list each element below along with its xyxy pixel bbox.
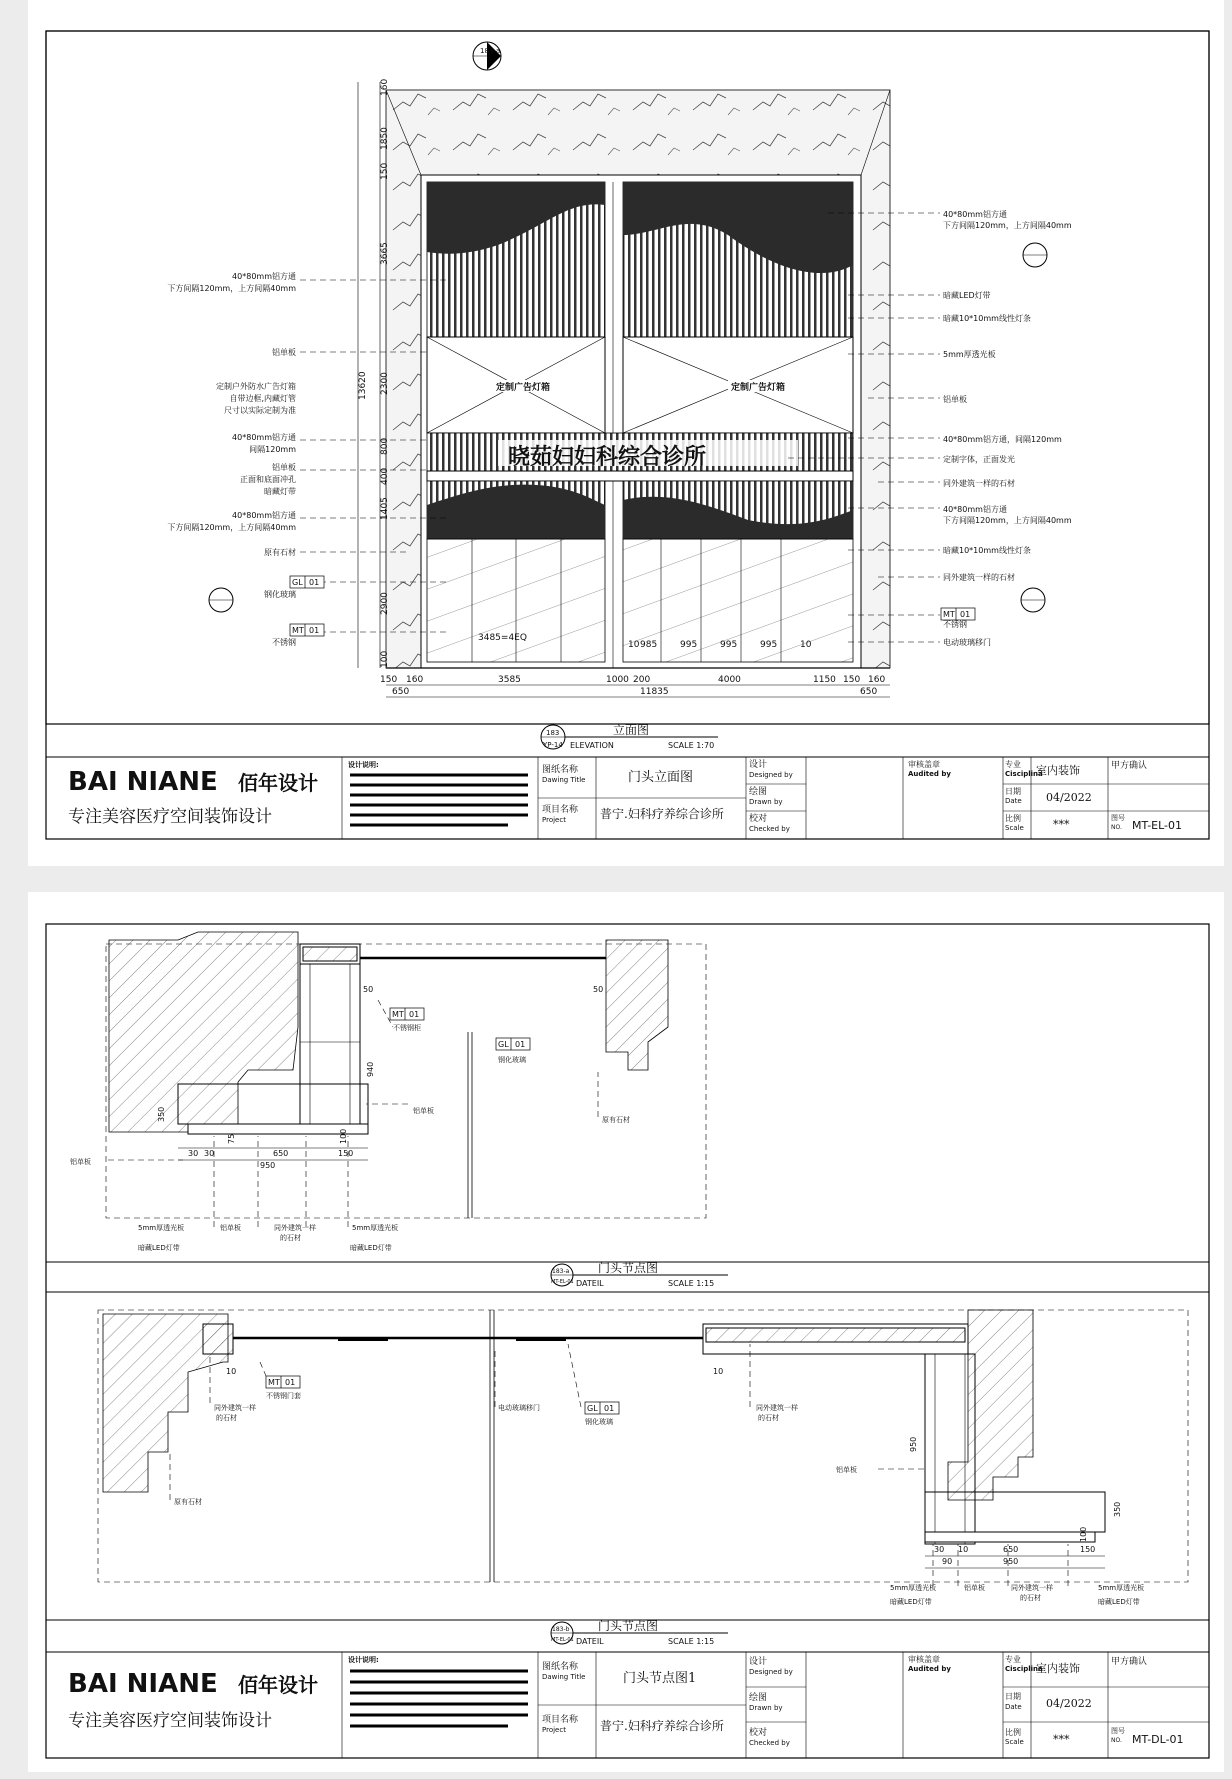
det-b-dim-10: 950 (1003, 1557, 1019, 1566)
glass-door-right (623, 539, 853, 662)
no-label-en: NO. (1111, 824, 1122, 831)
door-dim-r1: 985 (640, 640, 658, 650)
det-b-dim-2: 950 (909, 1436, 918, 1452)
section-marker-top (473, 42, 501, 70)
scale-label-en: Scale (1005, 824, 1024, 832)
det-b-cap-sub: MT-EL-01 (551, 1637, 574, 1643)
det-b-note-7: 原有石材 (174, 1498, 202, 1506)
no-label-en-2: NO. (1111, 1737, 1122, 1744)
hdim-6: 1150 (813, 675, 836, 685)
caption-scale: SCALE 1:70 (668, 741, 715, 750)
det-b-cap-num: 183-b (552, 1626, 570, 1633)
det-b-cap-scale: SCALE 1:15 (668, 1637, 715, 1646)
right-note-13: 不锈钢 (943, 620, 967, 629)
det-b-note-5: 同外建筑一样 (756, 1404, 798, 1412)
det-a-tag-mt-code: MT (392, 1010, 404, 1019)
right-note-5: 铝单板 (943, 395, 967, 404)
left-annotations (167, 271, 296, 647)
left-note-0: 40*80mm铝方通 (232, 272, 296, 281)
hdim-7: 150 (843, 675, 861, 685)
discipline-label: 专业 (1005, 760, 1021, 769)
det-b-note-10: 暗藏LED灯带 (890, 1598, 932, 1606)
right-note-10: 下方间隔120mm，上方间隔40mm (943, 516, 1072, 525)
detail-a-caption (46, 1260, 1209, 1292)
section-marker-right-upper (1023, 243, 1047, 267)
hdim-10: 11835 (640, 687, 669, 697)
designed-label-2: 设计 (749, 1657, 768, 1667)
detail-sheet (28, 892, 1224, 1772)
door-dim-r0: 10 (628, 640, 640, 650)
sign-text: 晓茹妇妇科综合诊所 (508, 445, 707, 470)
caption-num: 183 (546, 729, 560, 737)
det-a-tag-mt (390, 1008, 424, 1020)
left-note-7: 间隔120mm (249, 445, 296, 454)
det-b-dim-4: 100 (1079, 1526, 1088, 1542)
discipline-label-2: 专业 (1005, 1655, 1021, 1664)
det-b-dim-7: 90 (942, 1557, 953, 1566)
vdim-6: 400 (380, 467, 390, 485)
discipline-2: 室内装饰 (1036, 1662, 1080, 1675)
checked-label-2: 校对 (749, 1728, 768, 1738)
designed-label-en-2: Designed by (749, 1668, 793, 1676)
det-b-note-14: 5mm厚透光板 (1098, 1584, 1145, 1592)
det-b-note-1: 同外建筑一样 (214, 1404, 256, 1412)
tag-mt-right-num: 01 (960, 610, 971, 619)
date-label: 日期 (1005, 787, 1021, 796)
designed-label-en: Designed by (749, 771, 793, 779)
logo-cn-2: 佰年设计 (238, 1673, 318, 1697)
project-label-2: 项目名称 (542, 1715, 579, 1725)
drawing-title-label-en: Dawing Title (542, 776, 586, 784)
left-note-2: 铝单板 (272, 348, 296, 357)
audit-label: 审核盖章 (908, 760, 940, 769)
hdim-3: 1000 (606, 675, 629, 685)
right-note-1: 下方间隔120mm，上方间隔40mm (943, 221, 1072, 230)
no-label: 图号 (1111, 814, 1125, 822)
det-a-note-2: 铝单板 (413, 1107, 434, 1115)
vdim-2: 150 (380, 162, 390, 180)
det-a-note-1: 钢化玻璃 (498, 1056, 526, 1064)
tag-mt-right (941, 608, 975, 620)
right-note-3: 暗藏10*10mm线性灯条 (943, 314, 1031, 323)
section-marker-left (209, 588, 233, 612)
det-a-tag-gl-code: GL (498, 1040, 509, 1049)
left-note-13: 原有石材 (264, 548, 296, 557)
left-note-15: 不锈钢 (272, 638, 296, 647)
det-b-note-6: 的石材 (758, 1414, 779, 1422)
det-b-note-0: 不锈钢门套 (266, 1392, 301, 1400)
det-a-note-3: 铝单板 (70, 1158, 91, 1166)
det-b-tag-gl-num: 01 (604, 1404, 615, 1413)
vdim-8: 2900 (380, 592, 390, 615)
det-a-tag-gl-num: 01 (515, 1040, 526, 1049)
det-a-note-11: 暗藏LED灯带 (350, 1244, 392, 1252)
discipline-label-en-2: Cisciplina (1005, 1665, 1043, 1673)
det-a-dim-3: 350 (157, 1106, 166, 1122)
det-a-dim-9: 150 (338, 1149, 354, 1158)
det-a-dim-1: 50 (593, 985, 604, 994)
right-note-6: 40*80mm铝方通，间隔120mm (943, 435, 1062, 444)
det-b-cap-title: 门头节点图 (598, 1619, 659, 1633)
vdim-10: 13620 (358, 371, 368, 400)
det-a-dim-5: 100 (339, 1128, 348, 1144)
vertical-dimensions (358, 79, 390, 668)
det-a-note-10: 5mm厚透光板 (352, 1224, 399, 1232)
lightbox-left (427, 337, 605, 433)
det-b-dim-5: 10 (958, 1545, 969, 1554)
detail-b-caption (46, 1618, 1209, 1646)
left-note-1: 下方间隔120mm，上方间隔40mm (167, 284, 296, 293)
designed-label: 设计 (749, 760, 768, 770)
det-a-dim-8: 650 (273, 1149, 289, 1158)
checked-label-en-2: Checked by (749, 1739, 790, 1747)
right-note-9: 40*80mm铝方通 (943, 505, 1007, 514)
det-a-cap-sub: MT-EL-01 (551, 1279, 574, 1285)
section-marker-right (1021, 588, 1045, 612)
left-note-14: 钢化玻璃 (264, 590, 296, 599)
left-note-4: 自带边框,内藏灯管 (229, 394, 296, 403)
scale-2: *** (1053, 1733, 1070, 1746)
horizontal-dimensions (380, 675, 890, 697)
vdim-5: 800 (380, 437, 390, 455)
det-a-cap-scale: SCALE 1:15 (668, 1279, 715, 1288)
det-b-dim-1: 10 (713, 1367, 724, 1376)
logo: BAI NIANE (68, 767, 218, 797)
hdim-1: 160 (406, 675, 424, 685)
hdim-0: 150 (380, 675, 398, 685)
det-a-note-9: 的石材 (280, 1234, 301, 1242)
det-a-cap-title: 门头节点图 (598, 1261, 659, 1275)
vdim-3: 3665 (380, 242, 390, 265)
project-name-2: 普宁.妇科疗养综合诊所 (600, 1719, 724, 1733)
det-b-note-2: 的石材 (216, 1414, 237, 1422)
det-b-note-4: 钢化玻璃 (585, 1418, 613, 1426)
det-b-tag-mt-code: MT (268, 1378, 280, 1387)
left-note-3: 定制户外防水广告灯箱 (216, 382, 296, 391)
vdim-1: 1850 (380, 127, 390, 150)
det-b-tag-gl (585, 1402, 619, 1414)
det-b-dim-3: 350 (1113, 1501, 1122, 1517)
det-a-note-5: 5mm厚透光板 (138, 1224, 185, 1232)
logo-2: BAI NIANE (68, 1669, 218, 1699)
right-note-11: 暗藏10*10mm线性灯条 (943, 546, 1031, 555)
discipline: 室内装饰 (1036, 764, 1080, 777)
det-b-tag-mt (266, 1376, 300, 1388)
det-b-note-11: 铝单板 (964, 1584, 985, 1592)
project-label-en: Project (542, 816, 566, 824)
audit-label-en-2: Audited by (908, 1665, 951, 1673)
det-a-dim-2: 940 (366, 1061, 375, 1077)
tag-gl-left (290, 576, 324, 588)
detail-drawing (28, 892, 1224, 1772)
drawn-label-en: Drawn by (749, 798, 783, 806)
lightbox-label-left: 定制广告灯箱 (496, 383, 551, 393)
slogan: 专注美容医疗空间装饰设计 (68, 807, 272, 827)
tag-mt-code: MT (292, 626, 304, 635)
audit-label-2: 审核盖章 (908, 1655, 940, 1664)
left-note-8: 铝单板 (272, 463, 296, 472)
checked-label: 校对 (749, 814, 768, 824)
left-note-10: 暗藏灯带 (264, 487, 296, 496)
tag-mt-num: 01 (309, 626, 320, 635)
det-b-note-8: 铝单板 (836, 1466, 857, 1474)
notes-title: 设计说明: (348, 761, 379, 769)
door-dim-r4: 995 (760, 640, 778, 650)
left-note-12: 下方间隔120mm，上方间隔40mm (167, 523, 296, 532)
project-label-en-2: Project (542, 1726, 566, 1734)
lightbox-right (623, 337, 853, 433)
vdim-7: 1405 (380, 497, 390, 520)
drawing-title-2: 门头节点图1 (623, 1671, 697, 1686)
elevation-caption (541, 723, 718, 750)
left-note-5: 尺寸以实际定制为准 (224, 406, 296, 415)
hdim-8: 160 (868, 675, 886, 685)
detail-a (70, 932, 706, 1252)
project-label: 项目名称 (542, 805, 579, 815)
det-a-dim-0: 50 (363, 985, 374, 994)
right-note-14: 电动玻璃移门 (943, 638, 991, 647)
left-note-9: 正面和底面冲孔 (240, 475, 296, 484)
det-a-dim-7: 30 (204, 1149, 215, 1158)
elevation-drawing (28, 0, 1224, 866)
right-note-4: 5mm厚透光板 (943, 350, 996, 359)
det-a-tag-mt-num: 01 (409, 1010, 420, 1019)
det-b-dim-0: 10 (226, 1367, 237, 1376)
detail-b (98, 1310, 1188, 1606)
notes-title-2: 设计说明: (348, 1656, 379, 1664)
drawing-title-label-2: 图纸名称 (542, 1662, 579, 1672)
det-b-dim-8: 650 (1003, 1545, 1019, 1554)
det-b-dim-6: 30 (934, 1545, 945, 1554)
drawing-no-2: MT-DL-01 (1132, 1733, 1184, 1746)
hdim-9: 650 (392, 687, 410, 697)
det-b-tag-gl-code: GL (587, 1404, 598, 1413)
vdim-9: 100 (380, 650, 390, 668)
tag-mt-right-code: MT (943, 610, 955, 619)
tag-gl-code: GL (292, 578, 303, 587)
scale-label: 比例 (1005, 814, 1021, 823)
left-note-6: 40*80mm铝方通 (232, 433, 296, 442)
drawing-title-label-en-2: Dawing Title (542, 1673, 586, 1681)
scale-label-2: 比例 (1005, 1728, 1021, 1737)
det-a-cap-kind: DATEIL (576, 1279, 604, 1288)
title-block (46, 757, 1209, 839)
right-note-2: 暗藏LED灯带 (943, 291, 991, 300)
det-b-note-9: 5mm厚透光板 (890, 1584, 937, 1592)
door-dim-r3: 995 (720, 640, 738, 650)
vdim-4: 2300 (380, 372, 390, 395)
drawn-label-2: 绘图 (749, 1693, 768, 1703)
checked-label-en: Checked by (749, 825, 790, 833)
det-a-dim-10: 950 (260, 1161, 276, 1170)
det-b-note-3: 电动玻璃移门 (498, 1404, 540, 1412)
det-a-cap-num: 183-a (552, 1268, 570, 1275)
audit-label-en: Audited by (908, 770, 951, 778)
no-label-2: 图号 (1111, 1727, 1125, 1735)
right-note-12: 同外建筑一样的石材 (943, 573, 1015, 582)
drawing-title: 门头立面图 (628, 770, 694, 785)
tag-mt-left (290, 624, 324, 636)
det-a-note-4: 原有石材 (602, 1116, 630, 1124)
marker-top-num: 183-a (480, 47, 501, 55)
det-b-tag-mt-num: 01 (285, 1378, 296, 1387)
det-a-note-7: 铝单板 (220, 1224, 241, 1232)
det-a-dim-4: 75 (227, 1133, 236, 1144)
caption-sub: YP-14 (543, 741, 563, 749)
det-a-tag-gl (496, 1038, 530, 1050)
date: 04/2022 (1046, 791, 1092, 804)
left-note-11: 40*80mm铝方通 (232, 511, 296, 520)
right-note-0: 40*80mm铝方通 (943, 210, 1007, 219)
door-dims-left: 3485=4EQ (478, 633, 527, 643)
caption-title: 立面图 (613, 723, 650, 737)
logo-cn: 佰年设计 (238, 771, 318, 795)
confirm-label: 甲方确认 (1111, 761, 1148, 771)
confirm-label-2: 甲方确认 (1111, 1657, 1148, 1667)
scale: *** (1053, 818, 1070, 831)
caption-kind: ELEVATION (570, 741, 614, 750)
title-block-2 (46, 1652, 1209, 1758)
right-annotations (943, 209, 1072, 647)
date-2: 04/2022 (1046, 1697, 1092, 1710)
drawing-title-label: 图纸名称 (542, 765, 579, 775)
det-b-cap-kind: DATEIL (576, 1637, 604, 1646)
lightbox-label-right: 定制广告灯箱 (731, 383, 786, 393)
drawing-no: MT-EL-01 (1132, 819, 1183, 832)
det-b-note-13: 的石材 (1020, 1594, 1041, 1602)
vdim-0: 160 (380, 78, 390, 96)
elevation-sheet (28, 0, 1224, 866)
discipline-label-en: Cisciplina (1005, 770, 1043, 778)
date-label-2: 日期 (1005, 1692, 1021, 1701)
drawn-label: 绘图 (749, 787, 768, 797)
scale-label-en-2: Scale (1005, 1738, 1024, 1746)
right-note-8: 同外建筑一样的石材 (943, 479, 1015, 488)
det-a-dim-6: 30 (188, 1149, 199, 1158)
right-note-7: 定制字体，正面发光 (943, 455, 1015, 464)
det-b-note-12: 同外建筑一样 (1011, 1584, 1053, 1592)
hdim-2: 3585 (498, 675, 521, 685)
door-dim-r2: 995 (680, 640, 698, 650)
hdim-4: 200 (633, 675, 651, 685)
det-a-note-0: 不锈钢柜 (393, 1024, 421, 1032)
date-label-en: Date (1005, 797, 1022, 805)
hdim-5: 4000 (718, 675, 741, 685)
project-name: 普宁.妇科疗养综合诊所 (600, 807, 724, 821)
date-label-en-2: Date (1005, 1703, 1022, 1711)
drawn-label-en-2: Drawn by (749, 1704, 783, 1712)
det-a-note-6: 暗藏LED灯带 (138, 1244, 180, 1252)
det-a-note-8: 同外建筑一样 (274, 1224, 316, 1232)
det-b-note-15: 暗藏LED灯带 (1098, 1598, 1140, 1606)
det-b-dim-9: 150 (1080, 1545, 1096, 1554)
door-dim-r5: 10 (800, 640, 812, 650)
hdim-11: 650 (860, 687, 878, 697)
slogan-2: 专注美容医疗空间装饰设计 (68, 1711, 272, 1731)
tag-gl-num: 01 (309, 578, 320, 587)
